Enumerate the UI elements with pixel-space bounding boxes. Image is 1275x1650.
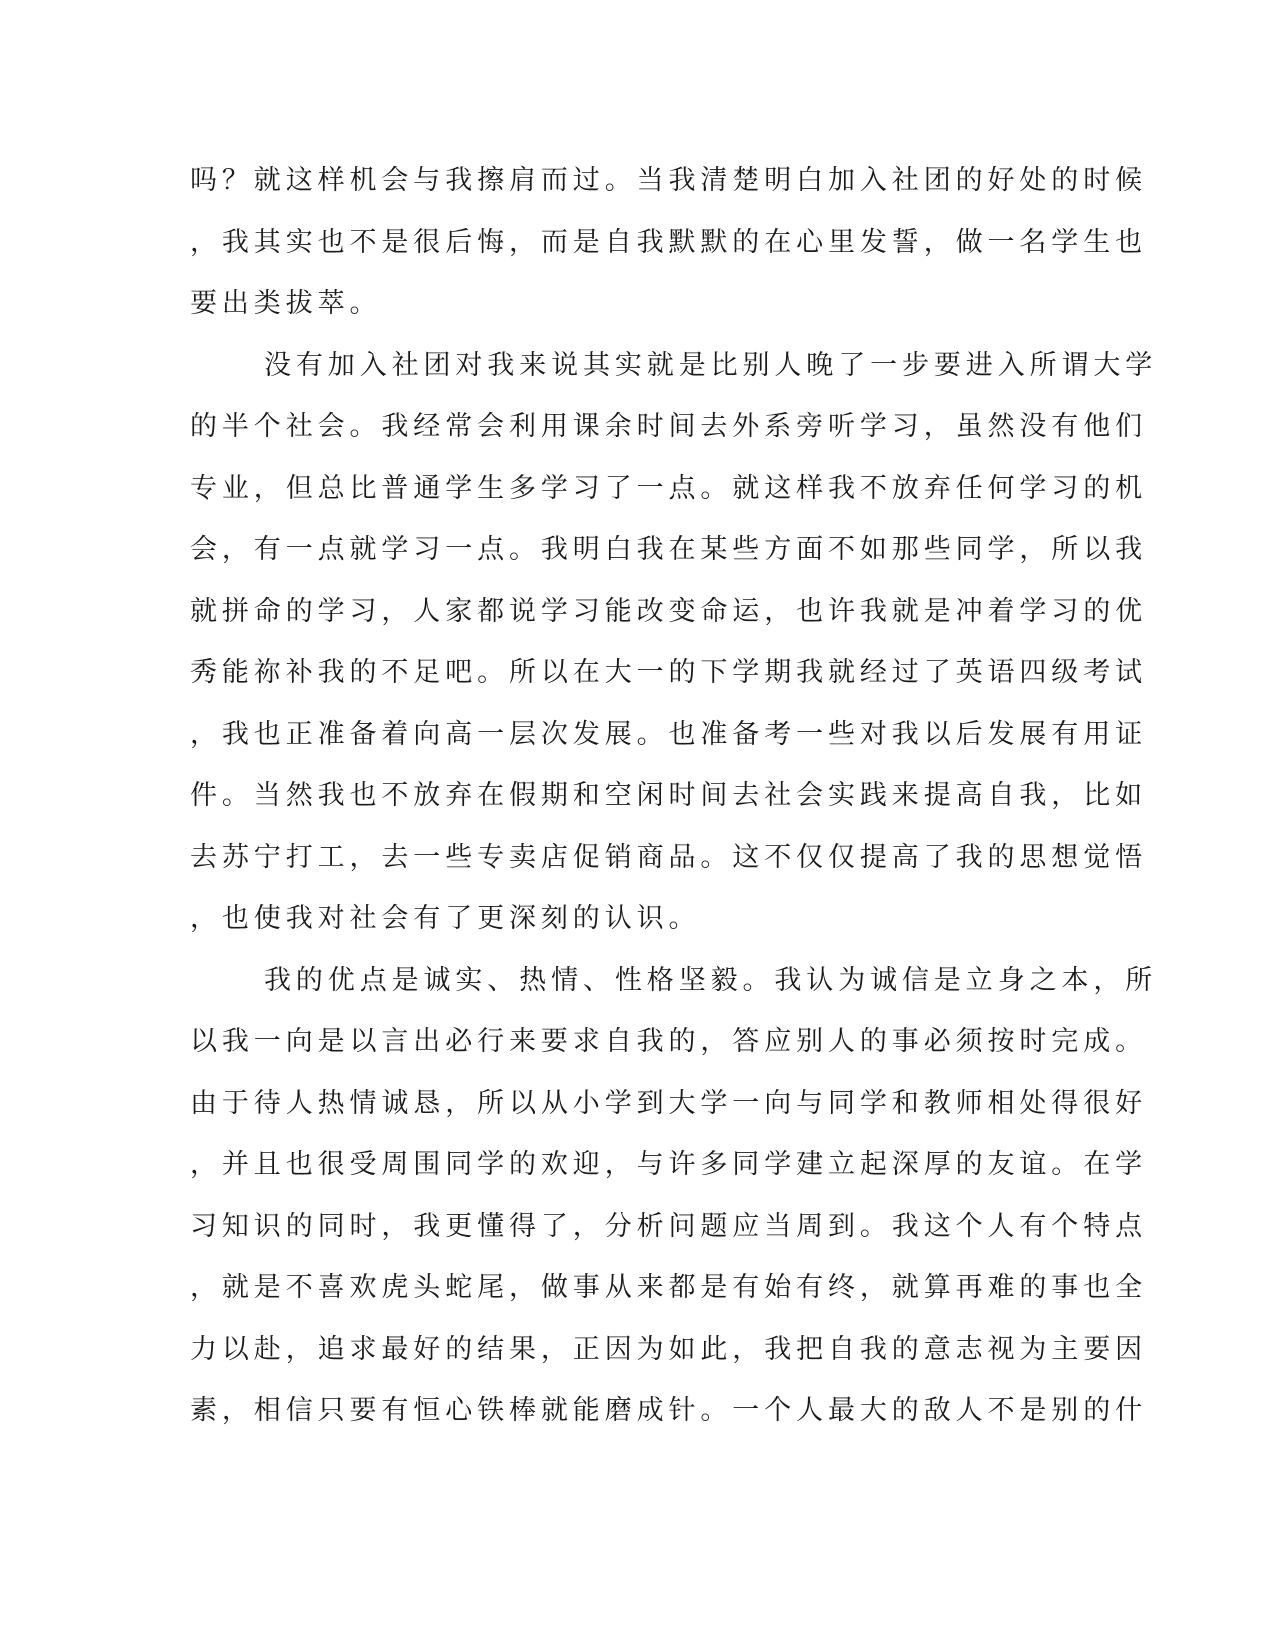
text-line: ，我其实也不是很后悔，而是自我默默的在心里发誓，做一名学生也 [190, 226, 1147, 258]
text-line: ，并且也很受周围同学的欢迎，与许多同学建立起深厚的友谊。在学 [190, 1149, 1147, 1180]
text-line: 习知识的同时，我更懂得了，分析问题应当周到。我这个人有个特点 [190, 1210, 1147, 1242]
text-line: 吗？就这样机会与我擦肩而过。当我清楚明白加入社团的好处的时候 [190, 165, 1147, 196]
text-line: 由于待人热情诚恳，所以从小学到大学一向与同学和教师相处得很好 [190, 1087, 1147, 1119]
text-line: ，也使我对社会有了更深刻的认识。 [190, 903, 701, 934]
text-line: 以我一向是以言出必行来要求自我的，答应别人的事必须按时完成。 [190, 1026, 1147, 1057]
text-line: ，我也正准备着向高一层次发展。也准备考一些对我以后发展有用证 [190, 718, 1147, 750]
text-line: ，就是不喜欢虎头蛇尾，做事从来都是有始有终，就算再难的事也全 [190, 1272, 1147, 1303]
document-body [190, 165, 1158, 1458]
paragraph-first-line: 我的优点是诚实、热情、性格坚毅。我认为诚信是立身之本，所 [264, 964, 1158, 996]
text-line: 秀能祢补我的不足吧。所以在大一的下学期我就经过了英语四级考试 [190, 657, 1147, 688]
text-line: 专业，但总比普通学生多学习了一点。就这样我不放弃任何学习的机 [190, 472, 1147, 504]
paragraph-first-line: 没有加入社团对我来说其实就是比别人晚了一步要进入所谓大学 [264, 349, 1158, 381]
text-line: 素，相信只要有恒心铁棒就能磨成针。一个人最大的敌人不是别的什 [190, 1395, 1147, 1426]
text-line: 力以赴，追求最好的结果，正因为如此，我把自我的意志视为主要因 [190, 1333, 1147, 1365]
text-line: 要出类拔萃。 [190, 288, 382, 319]
text-line: 会，有一点就学习一点。我明白我在某些方面不如那些同学，所以我 [190, 534, 1147, 565]
text-line: 去苏宁打工，去一些专卖店促销商品。这不仅仅提高了我的思想觉悟 [190, 841, 1147, 873]
text-line: 件。当然我也不放弃在假期和空闲时间去社会实践来提高自我，比如 [190, 780, 1147, 811]
text-line: 就拼命的学习，人家都说学习能改变命运，也许我就是冲着学习的优 [190, 595, 1147, 627]
text-line: 的半个社会。我经常会利用课余时间去外系旁听学习，虽然没有他们 [190, 411, 1147, 442]
